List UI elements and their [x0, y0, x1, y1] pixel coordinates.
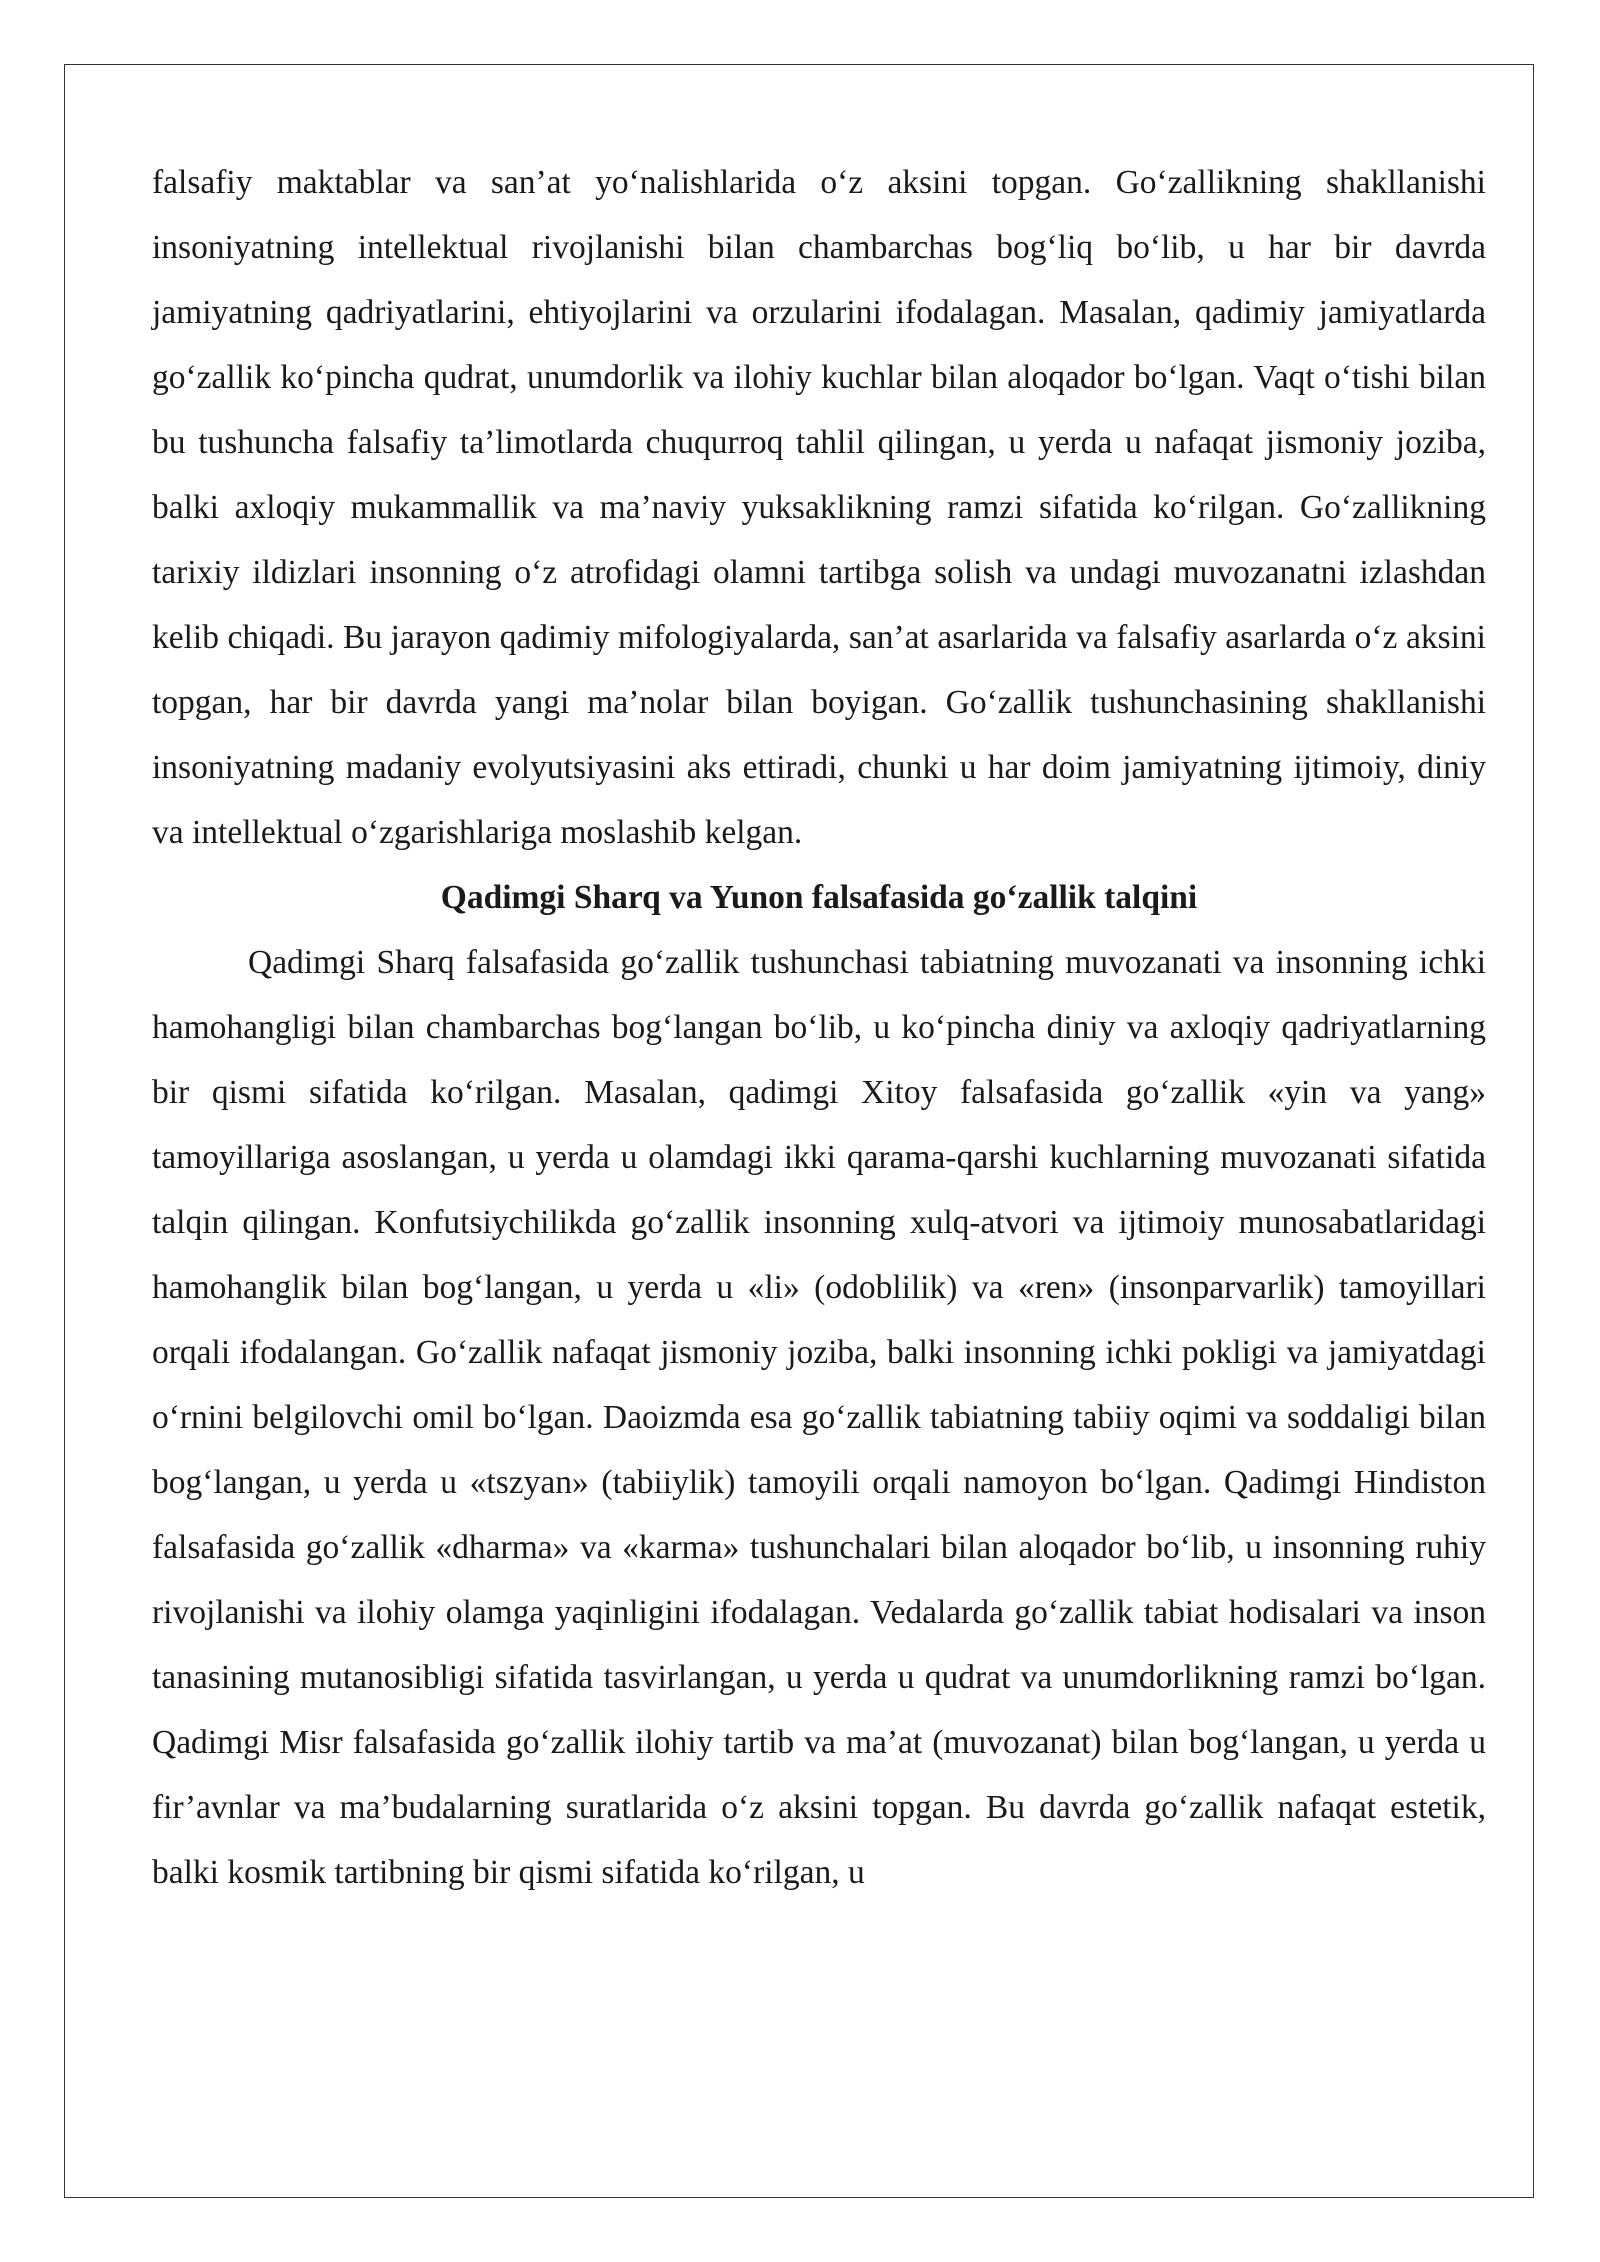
document-body — [152, 150, 1486, 1905]
paragraph-continuation: falsafiy maktablar va san’at yo‘nalishlarida o‘z aksini topgan. Go‘zallikning shakllanishi insoniyatning intellektual rivojlanishi bilan chambarchas bog‘liq bo‘lib, u har bir davrda jamiyatning qadriyatlarini, ehtiyojlarini va orzularini ifodalagan. Masalan, qadimiy jamiyatlarda go‘zallik ko‘pincha qudrat, unumdorlik va ilohiy kuchlar bilan aloqador bo‘lgan. Vaqt o‘tishi bilan bu tushuncha falsafiy ta’limotlarda chuqurroq tahlil qilingan, u yerda u nafaqat jismoniy joziba, balki axloqiy mukammallik va ma’naviy yuksaklikning ramzi sifatida ko‘rilgan. Go‘zallikning tarixiy ildizlari insonning o‘z atrofidagi olamni tartibga solish va undagi muvozanatni izlashdan kelib chiqadi. Bu jarayon qadimiy mifologiyalarda, san’at asarlarida va falsafiy asarlarda o‘z aksini topgan, har bir davrda yangi ma’nolar bilan boyigan. Go‘zallik tushunchasining shakllanishi insoniyatning madaniy evolyutsiyasini aks ettiradi, chunki u har doim jamiyatning ijtimoiy, diniy va intellektual o‘zgarishlariga moslashib kelgan. — [152, 164, 1486, 851]
paragraph-body: Qadimgi Sharq falsafasida go‘zallik tushunchasi tabiatning muvozanati va insonning ichki hamohangligi bilan chambarchas bog‘langan bo‘lib, u ko‘pincha diniy va axloqiy qadriyatlarning bir qismi sifatida ko‘rilgan. Masalan, qadimgi Xitoy falsafasida go‘zallik «yin va yang» tamoyillariga asoslangan, u yerda u olamdagi ikki qarama-qarshi kuchlarning muvozanati sifatida talqin qilingan. Konfutsiychilikda go‘zallik insonning xulq-atvori va ijtimoiy munosabatlaridagi hamohanglik bilan bog‘langan, u yerda u «li» (odoblilik) va «ren» (insonparvarlik) tamoyillari orqali ifodalangan. Go‘zallik nafaqat jismoniy joziba, balki insonning ichki pokligi va jamiyatdagi o‘rnini belgilovchi omil bo‘lgan. Daoizmda esa go‘zallik tabiatning tabiiy oqimi va soddaligi bilan bog‘langan, u yerda u «tszyan» (tabiiylik) tamoyili orqali namoyon bo‘lgan. Qadimgi Hindiston falsafasida go‘zallik «dharma» va «karma» tushunchalari bilan aloqador bo‘lib, u insonning ruhiy rivojlanishi va ilohiy olamga yaqinligini ifodalagan. Vedalarda go‘zallik tabiat hodisalari va inson tanasining mutanosibligi sifatida tasvirlangan, u yerda u qudrat va unumdorlikning ramzi bo‘lgan. Qadimgi Misr falsafasida go‘zallik ilohiy tartib va ma’at (muvozanat) bilan bog‘langan, u yerda u fir’avnlar va ma’budalarning suratlarida o‘z aksini topgan. Bu davrda go‘zallik nafaqat estetik, balki kosmik tartibning bir qismi sifatida ko‘rilgan, u — [152, 944, 1486, 1891]
section-heading: Qadimgi Sharq va Yunon falsafasida go‘zallik talqini — [440, 879, 1198, 916]
